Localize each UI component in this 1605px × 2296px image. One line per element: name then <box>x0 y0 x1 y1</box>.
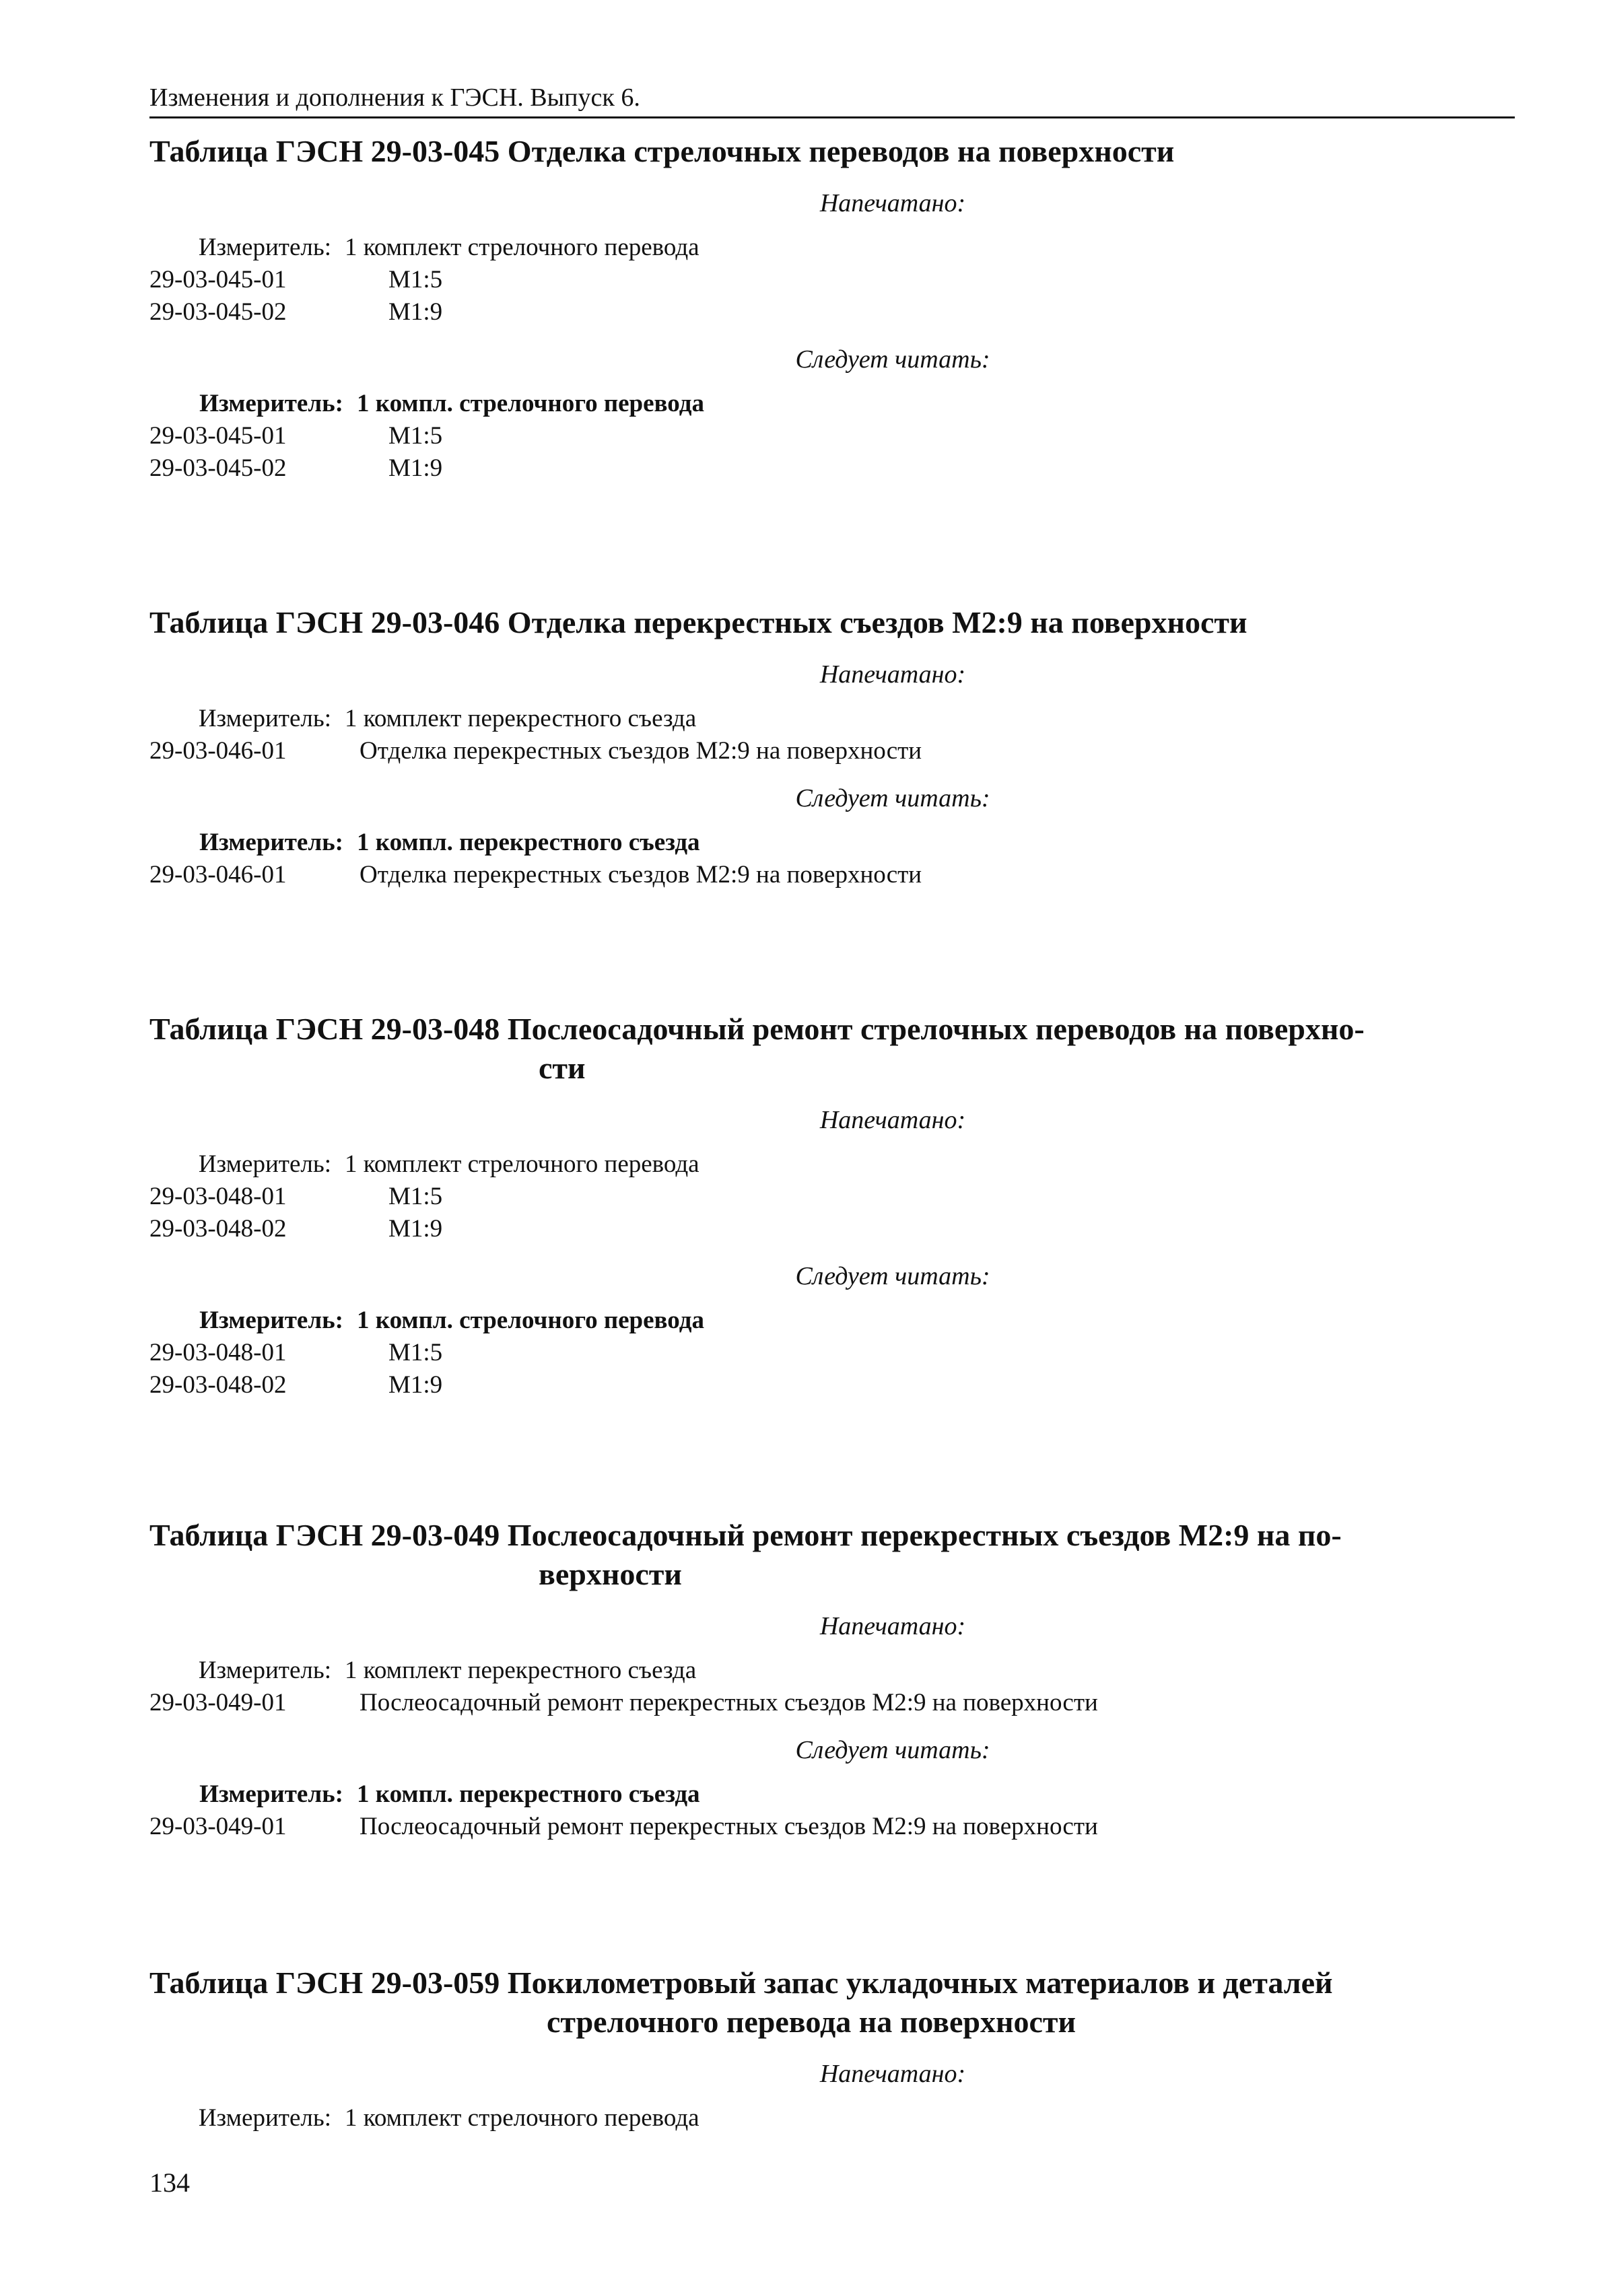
row-desc: M1:9 <box>388 1215 443 1243</box>
corrected-measure-line <box>149 1778 1515 1811</box>
printed-row <box>149 264 1515 296</box>
row-code: 29-03-048-01 <box>149 1183 287 1210</box>
printed-label: Напечатано: <box>819 660 966 689</box>
row-desc: Послеосадочный ремонт перекрестных съездов М2:9 на поверхности <box>360 1689 1098 1716</box>
corrected-label: Следует читать: <box>795 784 990 812</box>
measure-value: 1 компл. стрелочного перевода <box>357 390 704 417</box>
row-desc: M1:5 <box>388 1339 443 1366</box>
section-title: Таблица ГЭСН 29-03-049 Послеосадочный ремонт перекрестных съездов М2:9 на по- <box>149 1518 1342 1552</box>
row-code: 29-03-045-02 <box>149 298 287 326</box>
measure-label: Измеритель: <box>198 1657 331 1684</box>
printed-label: Напечатано: <box>819 189 966 217</box>
corrected-row <box>149 1337 1515 1369</box>
row-desc: M1:5 <box>388 422 443 450</box>
row-code: 29-03-049-01 <box>149 1813 287 1840</box>
row-code: 29-03-048-02 <box>149 1215 287 1243</box>
corrected-measure-line <box>149 388 1515 420</box>
section-title: Таблица ГЭСН 29-03-048 Послеосадочный ремонт стрелочных переводов на поверхно- <box>149 1012 1365 1046</box>
printed-label: Напечатано: <box>819 1612 966 1640</box>
measure-value: 1 компл. стрелочного перевода <box>357 1307 704 1334</box>
row-desc: M1:5 <box>388 266 443 293</box>
measure-value: 1 комплект стрелочного перевода <box>345 2104 699 2132</box>
printed-measure-line <box>149 1148 1515 1181</box>
corrected-row <box>149 452 1515 485</box>
printed-row <box>149 296 1515 328</box>
row-desc: Отделка перекрестных съездов М2:9 на поверхности <box>360 861 922 889</box>
printed-measure-line <box>149 703 1515 735</box>
measure-value: 1 комплект перекрестного съезда <box>345 705 697 732</box>
row-code: 29-03-045-01 <box>149 422 287 450</box>
row-desc: Отделка перекрестных съездов М2:9 на поверхности <box>360 737 922 765</box>
row-desc: M1:9 <box>388 298 443 326</box>
section-29-03-059 <box>149 1963 1515 2134</box>
printed-measure-line <box>149 2102 1515 2134</box>
printed-measure-line <box>149 1655 1515 1687</box>
corrected-row <box>149 859 1515 891</box>
running-header: Изменения и дополнения к ГЭСН. Выпуск 6. <box>149 83 640 112</box>
printed-row <box>149 1181 1515 1213</box>
measure-label: Измеритель: <box>199 390 343 417</box>
corrected-measure-line <box>149 827 1515 859</box>
corrected-label: Следует читать: <box>795 1262 990 1290</box>
measure-label: Измеритель: <box>198 705 331 732</box>
row-code: 29-03-048-01 <box>149 1339 287 1366</box>
measure-value: 1 компл. перекрестного съезда <box>357 829 700 856</box>
printed-row <box>149 735 1515 767</box>
row-code: 29-03-046-01 <box>149 861 287 889</box>
measure-label: Измеритель: <box>198 234 331 261</box>
row-code: 29-03-045-01 <box>149 266 287 293</box>
printed-label: Напечатано: <box>819 1106 966 1134</box>
row-desc: M1:9 <box>388 1371 443 1399</box>
section-title: Таблица ГЭСН 29-03-046 Отделка перекрестных съездов М2:9 на поверхности <box>149 605 1248 639</box>
section-29-03-049 <box>149 1516 1515 1843</box>
section-title: Таблица ГЭСН 29-03-059 Покилометровый запас укладочных материалов и деталей <box>149 1965 1333 2000</box>
section-title: Таблица ГЭСН 29-03-045 Отделка стрелочных переводов на поверхности <box>149 134 1175 168</box>
corrected-measure-line <box>149 1304 1515 1337</box>
printed-measure-line <box>149 232 1515 264</box>
corrected-label: Следует читать: <box>795 1736 990 1764</box>
section-title-continued: верхности <box>539 1557 682 1591</box>
measure-value: 1 компл. перекрестного съезда <box>357 1780 700 1808</box>
row-code: 29-03-048-02 <box>149 1371 287 1399</box>
corrected-row <box>149 420 1515 452</box>
measure-value: 1 комплект стрелочного перевода <box>345 234 699 261</box>
row-desc: M1:5 <box>388 1183 443 1210</box>
corrected-row <box>149 1369 1515 1401</box>
printed-label: Напечатано: <box>819 2060 966 2088</box>
row-code: 29-03-046-01 <box>149 737 287 765</box>
measure-label: Измеритель: <box>198 1150 331 1178</box>
measure-value: 1 комплект перекрестного съезда <box>345 1657 697 1684</box>
corrected-label: Следует читать: <box>795 345 990 374</box>
row-code: 29-03-049-01 <box>149 1689 287 1716</box>
measure-label: Измеритель: <box>199 829 343 856</box>
section-title-continued: стрелочного перевода на поверхности <box>547 2005 1076 2039</box>
measure-value: 1 комплект стрелочного перевода <box>345 1150 699 1178</box>
row-code: 29-03-045-02 <box>149 454 287 482</box>
printed-row <box>149 1687 1515 1719</box>
printed-row <box>149 1213 1515 1245</box>
row-desc: Послеосадочный ремонт перекрестных съездов М2:9 на поверхности <box>360 1813 1098 1840</box>
measure-label: Измеритель: <box>198 2104 331 2132</box>
row-desc: M1:9 <box>388 454 443 482</box>
section-29-03-048 <box>149 1010 1515 1401</box>
page-number: 134 <box>149 2167 190 2198</box>
section-title-continued: сти <box>539 1051 586 1085</box>
corrected-row <box>149 1811 1515 1843</box>
section-29-03-046 <box>149 603 1515 891</box>
measure-label: Измеритель: <box>199 1780 343 1808</box>
section-29-03-045 <box>149 132 1515 485</box>
measure-label: Измеритель: <box>199 1307 343 1334</box>
header-rule <box>149 116 1515 118</box>
